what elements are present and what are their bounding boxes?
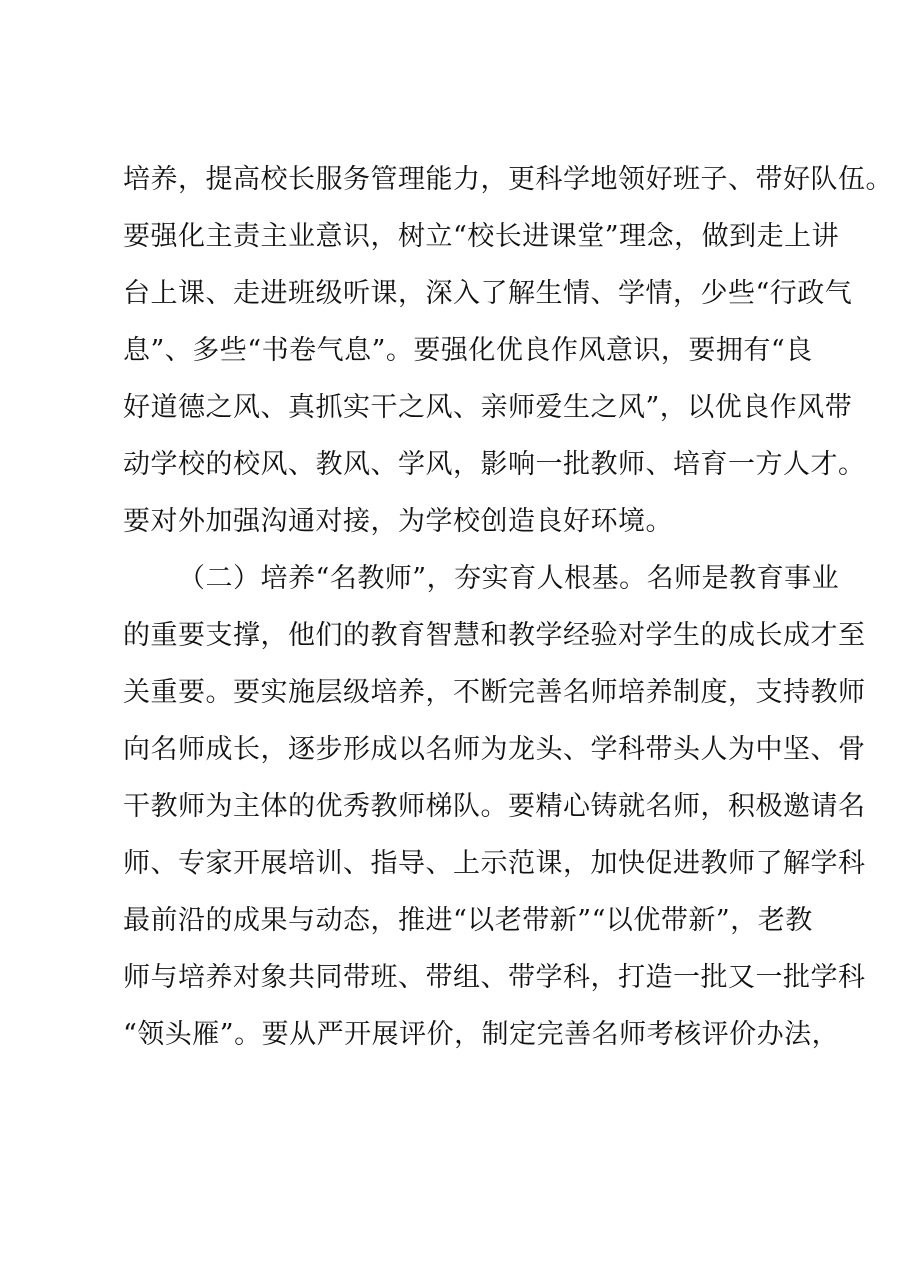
text-line-9: 的重要支撑，他们的教育智慧和教学经验对学生的成长成才至 [123, 620, 866, 651]
text-line-5: 好道德之风、真抓实干之风、亲师爱生之风”，以优良作风带 [123, 392, 853, 423]
text-line-1: 培养，提高校长服务管理能力，更科学地领好班子、带好队伍。 [123, 164, 893, 195]
text-line-2: 要强化主责主业意识，树立“校长进课堂”理念，做到走上讲 [123, 221, 840, 252]
text-line-15: 师与培养对象共同带班、带组、带学科，打造一批又一批学科 [123, 962, 866, 993]
text-line-4: 息”、多些“书卷气息”。要强化优良作风意识，要拥有“良 [123, 335, 813, 366]
text-line-6: 动学校的校风、教风、学风，影响一批教师、培育一方人才。 [123, 449, 866, 480]
text-line-11: 向名师成长，逐步形成以名师为龙头、学科带头人为中坚、骨 [123, 734, 866, 765]
section-heading-line: （二）培养“名教师”，夯实育人根基。名师是教育事业 [178, 563, 840, 594]
text-line-3: 台上课、走进班级听课，深入了解生情、学情，少些“行政气 [123, 278, 853, 309]
text-line-7: 要对外加强沟通对接，为学校创造良好环境。 [123, 506, 673, 537]
text-line-14: 最前沿的成果与动态，推进“以老带新”“以优带新”，老教 [123, 905, 813, 936]
text-line-12: 干教师为主体的优秀教师梯队。要精心铸就名师，积极邀请名 [123, 791, 866, 822]
text-line-13: 师、专家开展培训、指导、上示范课，加快促进教师了解学科 [123, 848, 866, 879]
text-line-10: 关重要。要实施层级培养，不断完善名师培养制度，支持教师 [123, 677, 866, 708]
text-line-16: “领头雁”。要从严开展评价，制定完善名师考核评价办法， [123, 1019, 840, 1050]
